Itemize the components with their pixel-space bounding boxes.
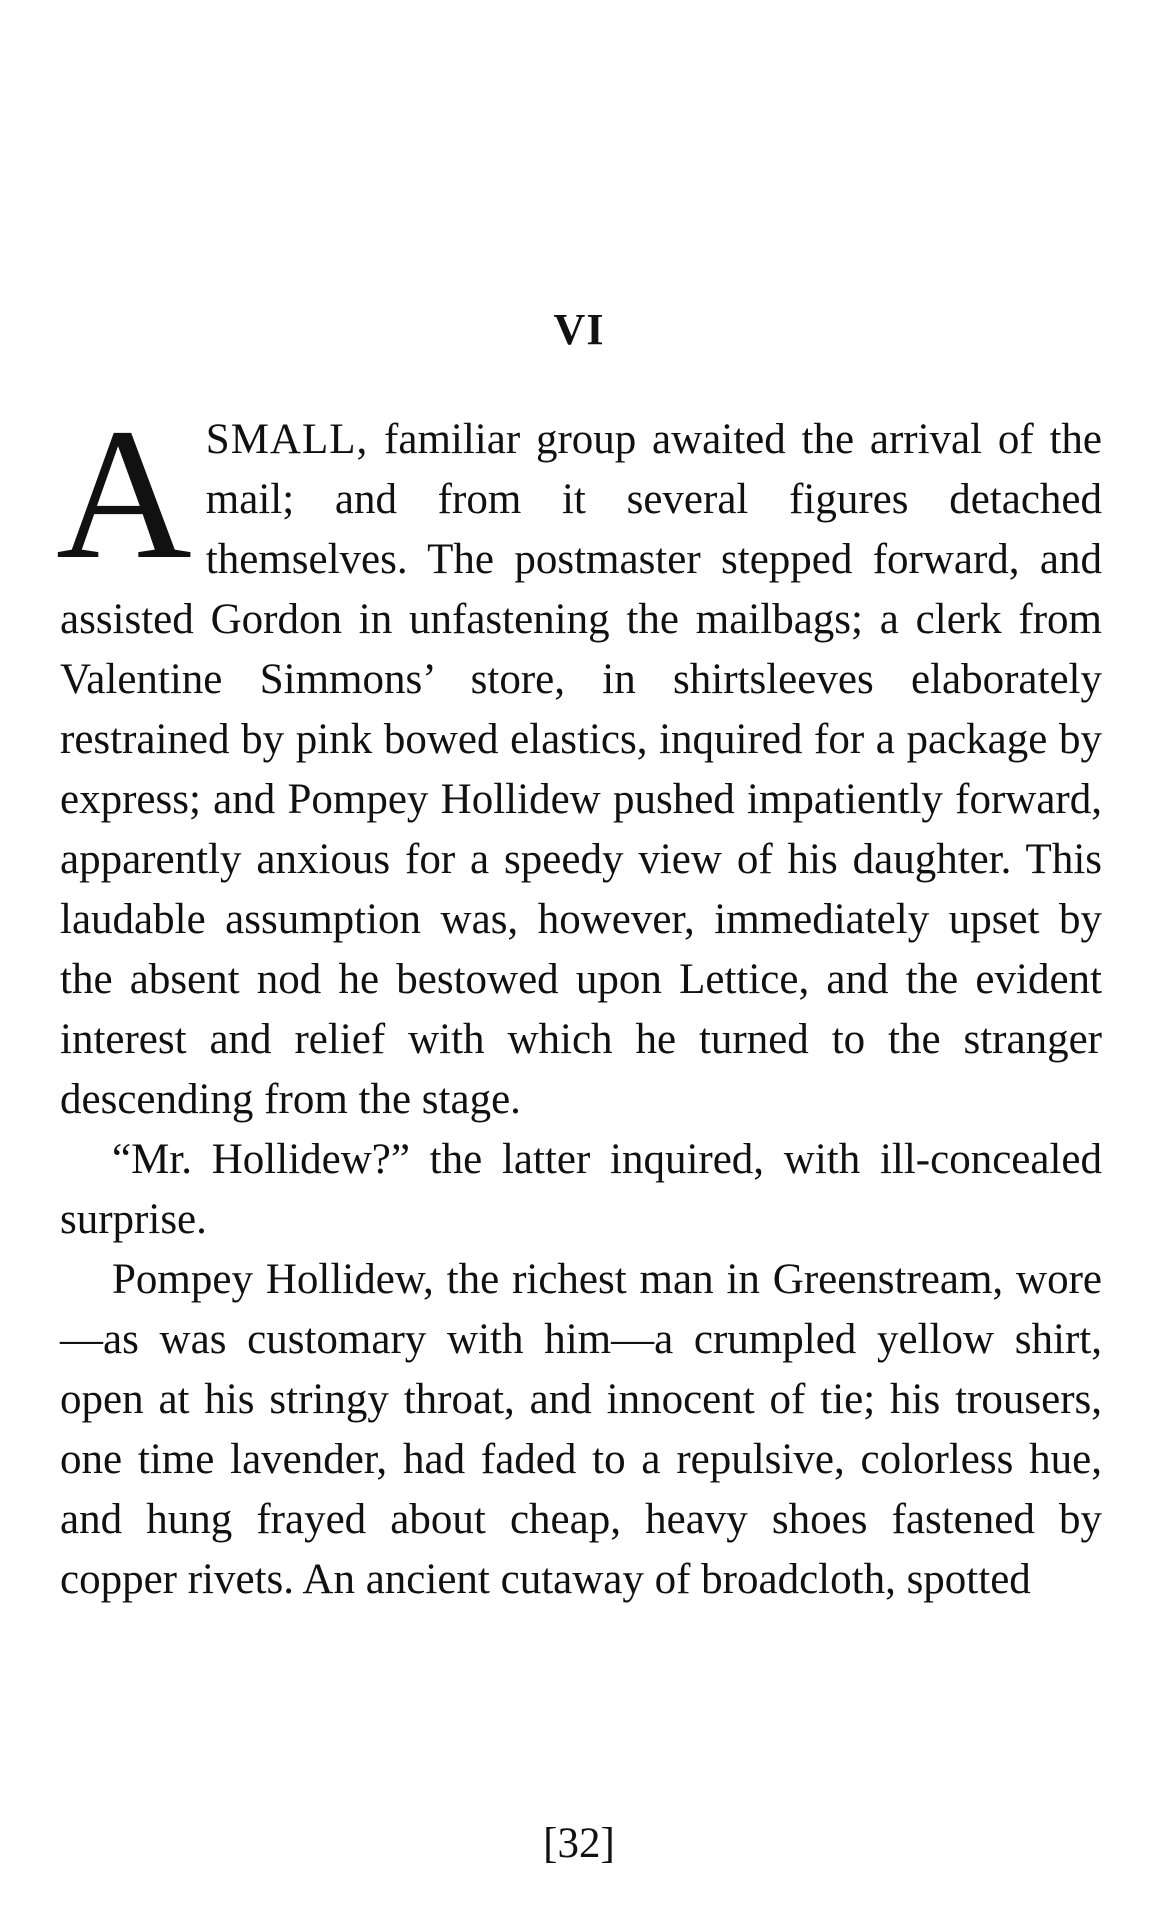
paragraph-3: Pompey Hollidew, the richest man in Greenstream, wore—as was customary with him—a crumpled yellow shirt, open at his stringy throat, and innocent of tie; his trousers, one time lavender, had faded to a repulsive, colorless hue, and hung frayed about cheap, heavy shoes fastened by copper rivets. An ancient cutaway of broadcloth, spotted — [60, 1256, 1102, 1603]
paragraph-2: “Mr. Hollidew?” the latter inquired, with ill-concealed surprise. — [60, 1136, 1102, 1243]
chapter-heading: VI — [553, 305, 605, 354]
paragraph-1-text: familiar group awaited the arrival of the mail; and from it several figures detached themselves. The postmaster stepped forward, and assisted Gordon in unfastening the mailbags; a clerk from Valentine Simmons’ store, in shirtsleeves elaborately restrained by pink bowed elastics, inquired for a package by express; and Pompey Hollidew pushed impatiently forward, apparently anxious for a speedy view of his daughter. This laudable assumption was, however, immediately upset by the absent nod he bestowed upon Lettice, and the evident interest and relief with which he turned to the stranger descending from the stage. — [60, 416, 1102, 1123]
body-text — [56, 389, 1102, 1610]
opening-word: SMALL, — [205, 416, 369, 463]
drop-cap: A — [56, 389, 192, 598]
page-number: [32] — [543, 1820, 615, 1867]
paragraph-1 — [56, 389, 1102, 1130]
